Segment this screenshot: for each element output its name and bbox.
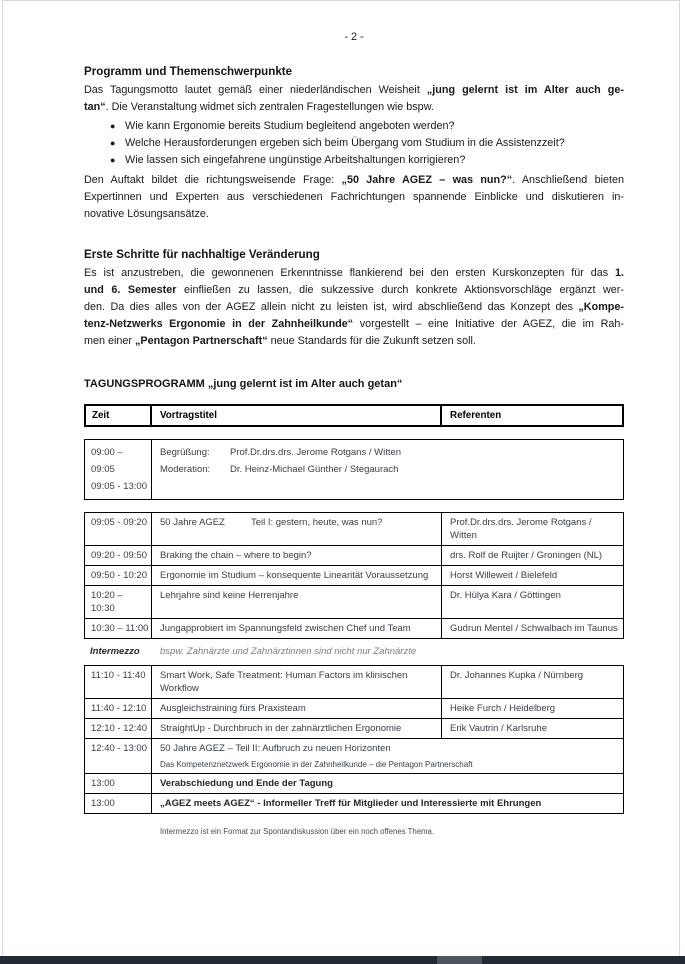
table-row <box>85 545 623 565</box>
session-title: 50 Jahre AGEZ – Teil II: Aufbruch zu neuen Horizonten <box>160 743 391 754</box>
bullet-text: Wie kann Ergonomie bereits Studium begleitend angeboten werden? <box>125 120 455 132</box>
table-block-morning <box>84 512 624 639</box>
cell-title: Smart Work, Safe Treatment: Human Factors im klinischen Workflow <box>152 666 442 698</box>
table-row <box>85 793 623 813</box>
table-row <box>85 738 623 773</box>
bullet-item <box>84 152 624 169</box>
cell-title: Verabschiedung und Ende der Tagung <box>160 778 333 789</box>
intro-name: Dr. Heinz-Michael Günther / Stegaurach <box>230 464 399 475</box>
cell-title: „AGEZ meets AGEZ“ - Informeller Treff für Mitglieder und Interessierte mit Ehrungen <box>160 798 542 809</box>
bullet-icon: ● <box>110 121 116 131</box>
column-header-referenten: Referenten <box>450 410 502 421</box>
cell-title <box>152 739 623 773</box>
bullet-list <box>84 118 624 169</box>
table-row <box>85 773 623 793</box>
intermezzo-note <box>90 645 624 659</box>
intro-times <box>85 440 152 499</box>
bullet-text: Welche Herausforderungen ergeben sich beim Übergang vom Studium in die Assistenzzeit? <box>125 137 565 149</box>
cell-time: 10:30 – 11:00 <box>85 619 152 638</box>
table-row <box>85 585 623 618</box>
table-row <box>85 666 623 698</box>
program-table-title: TAGUNGSPROGRAMM „jung gelernt ist im Alter auch getan“ <box>84 378 403 390</box>
bullet-icon: ● <box>110 155 116 165</box>
table-row <box>85 513 623 545</box>
table-row <box>85 718 623 738</box>
page-content <box>3 31 679 836</box>
table-row <box>85 618 623 638</box>
paragraph-auftakt: Den Auftakt bildet die richtungsweisende Frage: „50 Jahre AGEZ – was nun?“. Anschließend bieten Expertinnen und Experten aus verschiedenen Fachrichtungen spannende Einblicke und diskutieren in- novative Lösungsansätze. <box>84 174 624 220</box>
bullet-item <box>84 135 624 152</box>
cell-time: 09:20 - 09:50 <box>85 546 152 565</box>
intro-details <box>152 440 623 499</box>
bullet-text: Wie lassen sich eingefahrene ungünstige Arbeitshaltungen korrigieren? <box>125 154 466 166</box>
table-row <box>85 698 623 718</box>
cell-referent: drs. Rolf de Ruijter / Groningen (NL) <box>450 550 603 561</box>
cell-title: StraightUp - Durchbruch in der zahnärztlichen Ergonomie <box>152 719 442 738</box>
cell-time: 13:00 <box>85 794 152 813</box>
cell-time: 11:40 - 12:10 <box>85 699 152 718</box>
table-header-row <box>84 404 624 427</box>
document-page <box>2 0 680 956</box>
scrollbar-thumb[interactable] <box>437 956 482 964</box>
cell-referent: Dr. Johannes Kupka / Nürnberg <box>450 670 584 681</box>
cell-time: 11:10 - 11:40 <box>85 666 152 698</box>
cell-time: 12:10 - 12:40 <box>85 719 152 738</box>
cell-title: Braking the chain – where to begin? <box>152 546 442 565</box>
cell-time: 09:05 - 09:20 <box>85 513 152 545</box>
cell-title: Lehrjahre sind keine Herrenjahre <box>152 586 442 618</box>
cell-referent: Dr. Hülya Kara / Göttingen <box>450 590 561 601</box>
cell-referent: Prof.Dr.drs.drs. Jerome Rotgans / Witten <box>450 517 592 541</box>
section-heading-programm: Programm und Themenschwerpunkte <box>84 65 293 78</box>
bullet-icon: ● <box>110 138 116 148</box>
cell-title: 50 Jahre AGEZ Teil I: gestern, heute, was nun? <box>152 513 442 545</box>
cell-referent: Heike Furch / Heidelberg <box>450 703 556 714</box>
intro-row <box>160 461 623 478</box>
cell-referent: Gudrun Mentel / Schwalbach im Taunus <box>450 623 618 634</box>
cell-title: Jungapprobiert im Spannungsfeld zwischen Chef und Team <box>152 619 442 638</box>
paragraph-erste-schritte: Es ist anzustreben, die gewonnenen Erkenntnisse flankierend bei den ersten Kurskonzepten für das 1. und 6. Semester einfließen zu lassen, die sukzessive durch konkrete Aktionsvorschläge ergänzt wer- den. Da dies alles von der AGEZ allein nicht zu leisten ist, wird abschließend das Konzept des „Kompe- tenz-Netzwerks Ergonomie in der Zahnheilkunde“ vorgestellt – eine Initiative der AGEZ, die im Rah- men einer „Pentagon Partnerschaft“ neue Standards für die Zukunft setzen soll. <box>84 267 625 347</box>
table-block-afternoon <box>84 665 624 814</box>
intro-name: Prof.Dr.drs.drs. Jerome Rotgans / Witten <box>230 447 402 458</box>
cell-title: Ausgleichstraining fürs Praxisteam <box>152 699 442 718</box>
session-subtitle: Das Kompetenznetzwerk Ergonomie in der Zahnheilkunde – die Pentagon Partnerschaft <box>160 760 473 769</box>
cell-referent: Erik Vautrin / Karlsruhe <box>450 723 547 734</box>
intro-label: Begrüßung: <box>160 447 210 458</box>
cell-time: 12:40 - 13:00 <box>85 739 152 773</box>
table-block-intro <box>84 439 624 500</box>
horizontal-scrollbar[interactable] <box>0 956 685 964</box>
cell-referent: Horst Willeweit / Bielefeld <box>450 570 558 581</box>
section-heading-erste-schritte: Erste Schritte für nachhaltige Veränderung <box>84 248 320 261</box>
intermezzo-text: bspw. Zahnärzte und Zahnärztinnen sind nicht nur Zahnärzte <box>160 646 417 657</box>
table-row <box>85 565 623 585</box>
cell-time: 13:00 <box>85 774 152 793</box>
cell-time: 09:50 - 10:20 <box>85 566 152 585</box>
intro-label: Moderation: <box>160 464 211 475</box>
bullet-item <box>84 118 624 135</box>
column-header-zeit: Zeit <box>86 406 152 425</box>
page-number: - 2 - <box>344 31 364 43</box>
paragraph-tagungsmotto: Das Tagungsmotto lautet gemäß einer niederländischen Weisheit „jung gelernt ist im Alter auch ge- tan“. Die Veranstaltung widmet sich zentralen Fragestellungen wie bspw. <box>84 84 624 113</box>
intermezzo-label: Intermezzo <box>90 646 140 657</box>
intro-time: 09:05 - 13:00 <box>91 481 147 492</box>
cell-title: Ergonomie im Studium – konsequente Linearität Voraussetzung <box>152 566 442 585</box>
cell-time: 10:20 – 10:30 <box>85 586 152 618</box>
intro-time: 09:00 – 09:05 <box>91 447 123 475</box>
column-header-vortragstitel: Vortragstitel <box>152 406 442 425</box>
table-footnote: Intermezzo ist ein Format zur Spontandiskussion über ein noch offenes Thema. <box>160 827 435 836</box>
intro-row <box>160 444 623 461</box>
